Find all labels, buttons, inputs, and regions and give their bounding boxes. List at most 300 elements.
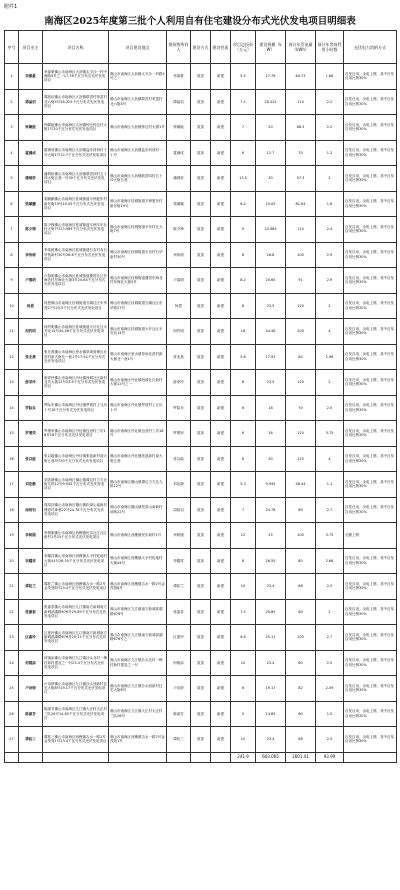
- total-investment: 241.9: [231, 752, 256, 762]
- building-owner: 潘炳侨: [167, 166, 191, 192]
- annual-generation: 81.64: [286, 191, 316, 217]
- table-row: [5, 344, 397, 370]
- project-name: 陈淑芳佛山市南海区九江镇大正村大正村三队26号14.85千瓦分布式光伏发电项目: [43, 701, 109, 727]
- building-owner: 陈少锋: [167, 217, 191, 243]
- row-number: 1: [5, 64, 19, 90]
- build-scale: 23.4: [256, 727, 286, 753]
- project-owner: 钟顺能: [19, 115, 43, 141]
- project-location: 佛山市南海区大沥镇太平沙一村路4号之一: [109, 64, 167, 90]
- build-scale: 30: [256, 446, 286, 472]
- total-hours: 93.99: [316, 752, 344, 762]
- column-header: 建设性质: [211, 31, 231, 64]
- equivalent-hours: 2.09: [316, 676, 344, 702]
- project-name: 李树刚佛山市南海区西樵镇民乐社区社区新村1号25千瓦分布式光伏发电项目: [43, 523, 109, 549]
- project-owner: 谭晶佰: [19, 89, 43, 115]
- table-row: [5, 319, 397, 345]
- project-location: 佛山市南海区丹灶镇良登村三坊18号: [109, 421, 167, 447]
- project-location: 佛山市南海区桂城街道石碣社区东华苑27号: [109, 293, 167, 319]
- table-row: [5, 395, 397, 421]
- build-scale: 44.46: [256, 319, 286, 345]
- project-location: 佛山市南海区九江镇南方新城滨湖路676号: [109, 599, 167, 625]
- annual-generation: 68.3: [286, 115, 316, 141]
- column-header: 项目建设地点: [109, 31, 167, 64]
- project-location: 佛山市南海区桂城街道平洲夏东村新东街19号: [109, 191, 167, 217]
- project-location: 佛山市南海区西樵镇太平村蛇地村大街44号: [109, 548, 167, 574]
- investment: 8: [231, 446, 256, 472]
- building-owner: 罗际东: [167, 395, 191, 421]
- build-mode: 屋顶: [191, 548, 211, 574]
- column-header: 建设方式: [191, 31, 211, 64]
- project-name: 何镜添佛山市南海区九江镇沙头北村一梅村新村建造之一号23.4千瓦分布式光伏发电项目: [43, 650, 109, 676]
- annual-generation: 80: [286, 548, 316, 574]
- building-owner: 李耀祥: [167, 548, 191, 574]
- project-name: 卢慕明佛山市南海区桂城街道叠滘社区东海北村东海北大街3号20.65千瓦分布式光伏发电项目: [43, 268, 109, 294]
- build-mode: 屋顶: [191, 64, 211, 90]
- investment: 7.1: [231, 89, 256, 115]
- project-owner: 潘炳侨: [19, 166, 43, 192]
- table-row: [5, 370, 397, 396]
- build-mode: 屋顶: [191, 574, 211, 600]
- project-location: 佛山市南海区桂城街道石肯村石华新村30号: [109, 242, 167, 268]
- build-nature: 新建: [211, 625, 231, 651]
- project-name: 李伟树佛山市南海区桂城街道石肯村肯石华苑新村30号26.6千瓦分布式光伏发电项目: [43, 242, 109, 268]
- project-name: 卢诗婷佛山市南海区九江镇沙头西新村住宅大街8号19.17千瓦分布式光伏发电项目: [43, 676, 109, 702]
- build-scale: 18: [256, 395, 286, 421]
- consumption-mode: 自发自用，余电上网，其中自发自用比例30%: [344, 421, 397, 447]
- build-nature: 新建: [211, 140, 231, 166]
- building-owner: 区惠玲: [167, 625, 191, 651]
- equivalent-hours: 2.66: [316, 548, 344, 574]
- row-number: 17: [5, 472, 19, 498]
- project-owner: 谭桂兰: [19, 574, 43, 600]
- table-row: [5, 701, 397, 727]
- annual-generation: 120: [286, 293, 316, 319]
- project-name: 张嘉泰佛山市南海区九江镇南方新城南方新城滨湖路676号29.89千瓦分布式光伏发电项目: [43, 599, 109, 625]
- table-row: [5, 166, 397, 192]
- consumption-mode: 自发自用，余电上网，其中自发自用比例30%: [344, 370, 397, 396]
- build-scale: 23.985: [256, 217, 286, 243]
- project-table: [4, 30, 397, 763]
- row-number: 18: [5, 497, 19, 523]
- project-location: 佛山市南海区丹灶镇西城社区新村大街12号之一: [109, 370, 167, 396]
- build-nature: 新建: [211, 548, 231, 574]
- build-scale: 26.6: [256, 242, 286, 268]
- project-location: 佛山市南海区西樵镇民乐新村1号: [109, 523, 167, 549]
- consumption-mode: 自发自用，余电上网，其中自发自用比例30%: [344, 115, 397, 141]
- building-owner: 谭晶佰: [167, 89, 191, 115]
- column-header: 项目总投资（万元）: [231, 31, 256, 64]
- project-location: 佛山市南海区大沥镇联滘四村五十四大街五巷: [109, 166, 167, 192]
- equivalent-hours: 2: [316, 370, 344, 396]
- project-name: 谭桂三佛山市南海区西樵镇吉水一路2号金茂苑1号23.4千瓦分布式光伏发电项目: [43, 727, 109, 753]
- investment: 10: [231, 727, 256, 753]
- building-owner: 李树刚: [167, 523, 191, 549]
- table-row: [5, 446, 397, 472]
- build-mode: 屋顶: [191, 344, 211, 370]
- investment: 8: [231, 548, 256, 574]
- investment: 12: [231, 523, 256, 549]
- build-mode: 屋顶: [191, 523, 211, 549]
- build-scale: 23.5: [256, 293, 286, 319]
- building-owner: 霍满成: [167, 140, 191, 166]
- project-owner: 刘忠静: [19, 472, 43, 498]
- project-location: 佛山市南海区狮山镇谭边力方北九排12号: [109, 472, 167, 498]
- project-owner: 何镜添: [19, 650, 43, 676]
- building-owner: 罗增荣: [167, 421, 191, 447]
- row-number: 24: [5, 650, 19, 676]
- build-scale: 30: [256, 166, 286, 192]
- table-row: [5, 217, 397, 243]
- build-mode: 屋顶: [191, 191, 211, 217]
- investment: 8: [231, 370, 256, 396]
- build-scale: 28.325: [256, 89, 286, 115]
- row-number: 16: [5, 446, 19, 472]
- consumption-mode: 自发自用，余电上网，其中自发自用比例30%: [344, 293, 397, 319]
- investment: 10: [231, 650, 256, 676]
- project-owner: 区惠玲: [19, 625, 43, 651]
- equivalent-hours: 4: [316, 319, 344, 345]
- build-scale: 16: [256, 421, 286, 447]
- building-owner: 何约明: [167, 319, 191, 345]
- column-header: 建筑物所有人: [167, 31, 191, 64]
- investment: 7: [231, 497, 256, 523]
- investment: 7: [231, 115, 256, 141]
- row-number: 25: [5, 676, 19, 702]
- investment: 6: [231, 395, 256, 421]
- build-scale: 23.4: [256, 650, 286, 676]
- build-mode: 屋顶: [191, 395, 211, 421]
- project-location: 佛山市南海区丹灶镇罗坡村上元坊十号: [109, 395, 167, 421]
- investment: 5.8: [231, 344, 256, 370]
- table-row: [5, 191, 397, 217]
- project-owner: 梁顺鹏: [19, 191, 43, 217]
- investment: 6: [231, 676, 256, 702]
- build-nature: 新建: [211, 64, 231, 90]
- building-owner: 卢诗婷: [167, 676, 191, 702]
- build-mode: 屋顶: [191, 446, 211, 472]
- project-name: 何约明佛山市南海区桂城街道大圩社区永安北14号44.46千瓦分布式光伏发电项目: [43, 319, 109, 345]
- building-owner: 张以能: [167, 446, 191, 472]
- build-scale: 29.89: [256, 599, 286, 625]
- annual-generation: 64.73: [286, 64, 316, 90]
- build-scale: 19.05: [256, 191, 286, 217]
- annual-generation: 70: [286, 395, 316, 421]
- project-owner: 何约明: [19, 319, 43, 345]
- build-mode: 屋顶: [191, 472, 211, 498]
- building-owner: 杨恩: [167, 293, 191, 319]
- equivalent-hours: 2.7: [316, 497, 344, 523]
- annual-generation: 68: [286, 727, 316, 753]
- table-row: [5, 497, 397, 523]
- equivalent-hours: 1.8: [316, 191, 344, 217]
- row-number: 11: [5, 319, 19, 345]
- build-mode: 屋顶: [191, 650, 211, 676]
- build-mode: 屋顶: [191, 701, 211, 727]
- project-owner: 卢诗婷: [19, 676, 43, 702]
- building-owner: 钟顺能: [167, 115, 191, 141]
- building-owner: 卢慕明: [167, 268, 191, 294]
- project-location: 佛山市南海区九江镇沙头西新村住宅大街8号: [109, 676, 167, 702]
- project-location: 佛山市南海区丹灶镇张浪新村南大街五巷: [109, 446, 167, 472]
- build-scale: 23.4: [256, 574, 286, 600]
- annual-generation: 57.3: [286, 166, 316, 192]
- row-number: 27: [5, 727, 19, 753]
- build-mode: 屋顶: [191, 268, 211, 294]
- project-name: 李耀祥佛山市南海区西樵镇太平村蛇地村大街44号26.55千瓦分布式光伏发电项目: [43, 548, 109, 574]
- build-nature: 新建: [211, 89, 231, 115]
- build-nature: 新建: [211, 599, 231, 625]
- project-location: 佛山市南海区桂城街道平东村北大街7号: [109, 217, 167, 243]
- equivalent-hours: 2.7: [316, 625, 344, 651]
- build-scale: 14.85: [256, 701, 286, 727]
- investment: 6.4: [231, 191, 256, 217]
- annual-generation: 100: [286, 242, 316, 268]
- row-number: 12: [5, 344, 19, 370]
- total-cell-empty: [19, 752, 43, 762]
- equivalent-hours: 3.75: [316, 421, 344, 447]
- build-scale: 19.17: [256, 676, 286, 702]
- total-cell-empty: [167, 752, 191, 762]
- table-row: [5, 115, 397, 141]
- annual-generation: 89: [286, 497, 316, 523]
- build-nature: 新建: [211, 701, 231, 727]
- building-owner: 谭桂三: [167, 727, 191, 753]
- total-scale: 603.065: [256, 752, 286, 762]
- build-scale: 17.92: [256, 344, 286, 370]
- project-name: 周绍钊佛山市南海区狮山镇松岗山南新村博爱村神巷22号24.78千瓦分布式光伏发电项目: [43, 497, 109, 523]
- project-owner: 张北燕: [19, 344, 43, 370]
- build-mode: 屋顶: [191, 242, 211, 268]
- investment: 6.6: [231, 625, 256, 651]
- investment: 8: [231, 293, 256, 319]
- equivalent-hours: 2.5: [316, 650, 344, 676]
- table-row: [5, 242, 397, 268]
- building-owner: 周绍钊: [167, 497, 191, 523]
- build-scale: 20: [256, 115, 286, 141]
- consumption-mode: 自发自用，余电上网，其中自发自用比例30%: [344, 395, 397, 421]
- row-number: 20: [5, 548, 19, 574]
- consumption-mode: 自发自用，余电上网，其中自发自用比例30%: [344, 625, 397, 651]
- equivalent-hours: 2: [316, 599, 344, 625]
- consumption-mode: 自发自用，余电上网，其中自发自用比例30%: [344, 166, 397, 192]
- project-location: 佛山市南海区桂城街道大圩社区永安北14号: [109, 319, 167, 345]
- project-owner: 李树刚: [19, 523, 43, 549]
- equivalent-hours: 2.2: [316, 89, 344, 115]
- table-row: [5, 523, 397, 549]
- project-name: 潘炳侨佛山市南海区大沥镇联滘四村五十四大街五巷一号30千瓦分布式光伏发电项目: [43, 166, 109, 192]
- build-scale: 9.945: [256, 472, 286, 498]
- consumption-mode: 自发自用，余电上网，其中自发自用比例30%: [344, 446, 397, 472]
- build-nature: 新建: [211, 421, 231, 447]
- table-row: [5, 650, 397, 676]
- building-owner: 李伟树: [167, 242, 191, 268]
- equivalent-hours: 2.2: [316, 115, 344, 141]
- column-header: 项目业主: [19, 31, 43, 64]
- build-scale: 24.78: [256, 497, 286, 523]
- table-row: [5, 268, 397, 294]
- project-name: 梁顺鹏佛山市南海区桂城街道平洲夏东村新东街19号19.05千瓦分布式光伏发电项目: [43, 191, 109, 217]
- project-owner: 张嘉泰: [19, 599, 43, 625]
- build-mode: 屋顶: [191, 293, 211, 319]
- annual-generation: 68: [286, 574, 316, 600]
- build-mode: 屋顶: [191, 217, 211, 243]
- build-scale: 12.7: [256, 140, 286, 166]
- project-owner: 陈淑芳: [19, 701, 43, 727]
- project-owner: 罗际东: [19, 395, 43, 421]
- consumption-mode: 自发自用，余电上网，其中自发自用比例30%: [344, 191, 397, 217]
- project-owner: 李耀祥: [19, 548, 43, 574]
- column-header: 序号: [5, 31, 19, 64]
- equivalent-hours: 2.9: [316, 268, 344, 294]
- consumption-mode: 自发自用，余电上网，其中自发自用比例30%: [344, 574, 397, 600]
- building-owner: 李嘉豪: [167, 64, 191, 90]
- row-number: 8: [5, 242, 19, 268]
- building-owner: 梁顺鹏: [167, 191, 191, 217]
- annual-generation: 91: [286, 268, 316, 294]
- equivalent-hours: 2.5: [316, 395, 344, 421]
- project-name: 陈少锋佛山市南海区桂城街道平洲平东北村大街7号23.985千瓦分布式光伏发电项目: [43, 217, 109, 243]
- build-nature: 新建: [211, 446, 231, 472]
- table-row: [5, 472, 397, 498]
- investment: 6: [231, 140, 256, 166]
- project-owner: 张以能: [19, 446, 43, 472]
- building-owner: 陈淑芳: [167, 701, 191, 727]
- build-nature: 新建: [211, 370, 231, 396]
- table-header-row: [5, 31, 397, 64]
- row-number: 21: [5, 574, 19, 600]
- build-nature: 新建: [211, 166, 231, 192]
- project-location: 佛山市南海区西樵镇吉水一路2号金茂苑8号: [109, 574, 167, 600]
- build-mode: 屋顶: [191, 370, 211, 396]
- table-row: [5, 625, 397, 651]
- project-name: 杨恩佛山市南海区桂城街道石碣社区东华苑27号23.5千瓦分布式光伏发电项目: [43, 293, 109, 319]
- table-body: [5, 64, 397, 753]
- build-nature: 新建: [211, 523, 231, 549]
- table-row: [5, 140, 397, 166]
- build-nature: 新建: [211, 268, 231, 294]
- project-name: 谭晶佰佛山市南海区大沥镇联滘村荣富村北六街4号28.325千瓦分布式光伏发电项目: [43, 89, 109, 115]
- consumption-mode: 自发自用，余电上网，其中自发自用比例30%: [344, 472, 397, 498]
- build-nature: 新建: [211, 115, 231, 141]
- build-nature: 新建: [211, 191, 231, 217]
- total-cell-empty: [5, 752, 19, 762]
- build-scale: 17.76: [256, 64, 286, 90]
- project-location: 佛山市南海区九江镇南方新城滨湖路676号之一: [109, 625, 167, 651]
- equivalent-hours: 4: [316, 446, 344, 472]
- column-header: 预计年发电量（kWh）: [286, 31, 316, 64]
- consumption-mode: 自发自用，余电上网，其中自发自用比例30%: [344, 319, 397, 345]
- annual-generation: 120: [286, 446, 316, 472]
- project-location: 佛山市南海区狮山镇松岗山南新村神巷22号: [109, 497, 167, 523]
- build-nature: 新建: [211, 574, 231, 600]
- equivalent-hours: 1.2: [316, 140, 344, 166]
- project-location: 佛山市南海区大沥镇钟边村大街1号: [109, 115, 167, 141]
- annual-generation: 110: [286, 89, 316, 115]
- consumption-mode: 自发自用，余电上网，其中自发自用比例30%: [344, 242, 397, 268]
- project-name: 游采玲佛山市南海区丹灶镇西城社区新村北坊大街12号23.5千瓦分布式光伏发电项目: [43, 370, 109, 396]
- project-location: 佛山市南海区九江镇沙头北村一梅村新村建造之一号: [109, 650, 167, 676]
- project-location: 佛山市南海区里水镇草场北滘村新大街北一巷1号: [109, 344, 167, 370]
- row-number: 2: [5, 89, 19, 115]
- table-row: [5, 599, 397, 625]
- annual-generation: 110: [286, 217, 316, 243]
- project-owner: 游采玲: [19, 370, 43, 396]
- table-row: [5, 421, 397, 447]
- row-number: 26: [5, 701, 19, 727]
- build-nature: 新建: [211, 472, 231, 498]
- consumption-mode: 自发自用，余电上网，其中自发自用比例30%: [344, 344, 397, 370]
- equivalent-hours: 1.68: [316, 64, 344, 90]
- build-mode: 屋顶: [191, 89, 211, 115]
- build-nature: 新建: [211, 242, 231, 268]
- total-cell-empty: [191, 752, 211, 762]
- column-header: 建设规模（kW）: [256, 31, 286, 64]
- build-mode: 屋顶: [191, 727, 211, 753]
- investment: 5: [231, 701, 256, 727]
- row-number: 6: [5, 191, 19, 217]
- row-number: 23: [5, 625, 19, 651]
- consumption-mode: 自发自用，余电上网，其中自发自用比例30%: [344, 268, 397, 294]
- row-number: 14: [5, 395, 19, 421]
- consumption-mode: 自发自用，余电上网，其中自发自用比例30%: [344, 140, 397, 166]
- project-name: 区惠玲佛山市南海区九江镇南方新城南方新城滨湖路676号25.11千瓦分布式光伏发电项目: [43, 625, 109, 651]
- annual-generation: 84: [286, 344, 316, 370]
- project-name: 李嘉豪佛山市南海区大沥镇太平沙一村中海路4号之一17.76千瓦分布式光伏发电项目: [43, 64, 109, 90]
- build-mode: 屋顶: [191, 115, 211, 141]
- equivalent-hours: 2: [316, 166, 344, 192]
- project-name: 罗际东佛山市南海区丹灶镇罗坡村上元坊十号18千瓦分布式光伏发电项目: [43, 395, 109, 421]
- building-owner: 何镜添: [167, 650, 191, 676]
- build-scale: 23.5: [256, 370, 286, 396]
- row-number: 4: [5, 140, 19, 166]
- project-name: 罗增荣佛山市南海区丹灶镇良登村三坊18号16千瓦分布式光伏发电项目: [43, 421, 109, 447]
- total-generation: 2601.41: [286, 752, 316, 762]
- annual-generation: 100: [286, 523, 316, 549]
- equivalent-hours: 2.4: [316, 217, 344, 243]
- investment: 5.5: [231, 64, 256, 90]
- consumption-mode: 自发自用，余电上网，其中自发自用比例30%: [344, 497, 397, 523]
- investment: 7.5: [231, 599, 256, 625]
- build-nature: 新建: [211, 727, 231, 753]
- project-name: 谭桂兰佛山市南海区西樵镇吉水一路2号金茂苑8号23.4千瓦分布式光伏发电项目: [43, 574, 109, 600]
- project-name: 张北燕佛山市南海区里水镇草场管理区北滘村新大街北一巷1号17.92千瓦分布式光伏发电项目: [43, 344, 109, 370]
- consumption-mode: 自发自用，余电上网，其中自发自用比例30%: [344, 676, 397, 702]
- page-title: 南海区2025年度第三批个人利用自有住宅建设分布式光伏发电项目明细表: [44, 16, 356, 27]
- annual-generation: 70: [286, 140, 316, 166]
- build-nature: 新建: [211, 395, 231, 421]
- project-owner: 霍满成: [19, 140, 43, 166]
- equivalent-hours: 2.5: [316, 727, 344, 753]
- project-owner: 谭桂三: [19, 727, 43, 753]
- table-row: [5, 293, 397, 319]
- project-owner: 陈少锋: [19, 217, 43, 243]
- row-number: 10: [5, 293, 19, 319]
- annual-generation: 200: [286, 319, 316, 345]
- build-nature: 新建: [211, 650, 231, 676]
- equivalent-hours: 1.5: [316, 701, 344, 727]
- project-location: 佛山市南海区大沥镇盐步河西村一十号: [109, 140, 167, 166]
- project-location: 佛山市南海区大沥镇联滘村荣富村北六街4号: [109, 89, 167, 115]
- column-header: 预计年等效利用小时数: [316, 31, 344, 64]
- build-nature: 新建: [211, 344, 231, 370]
- project-location: 佛山市南海区西樵镇吉水一路2号金茂苑1号: [109, 727, 167, 753]
- build-mode: 屋顶: [191, 166, 211, 192]
- row-number: 22: [5, 599, 19, 625]
- total-cell-empty: [211, 752, 231, 762]
- equivalent-hours: 2.96: [316, 344, 344, 370]
- table-row: [5, 548, 397, 574]
- equivalent-hours: 3.75: [316, 523, 344, 549]
